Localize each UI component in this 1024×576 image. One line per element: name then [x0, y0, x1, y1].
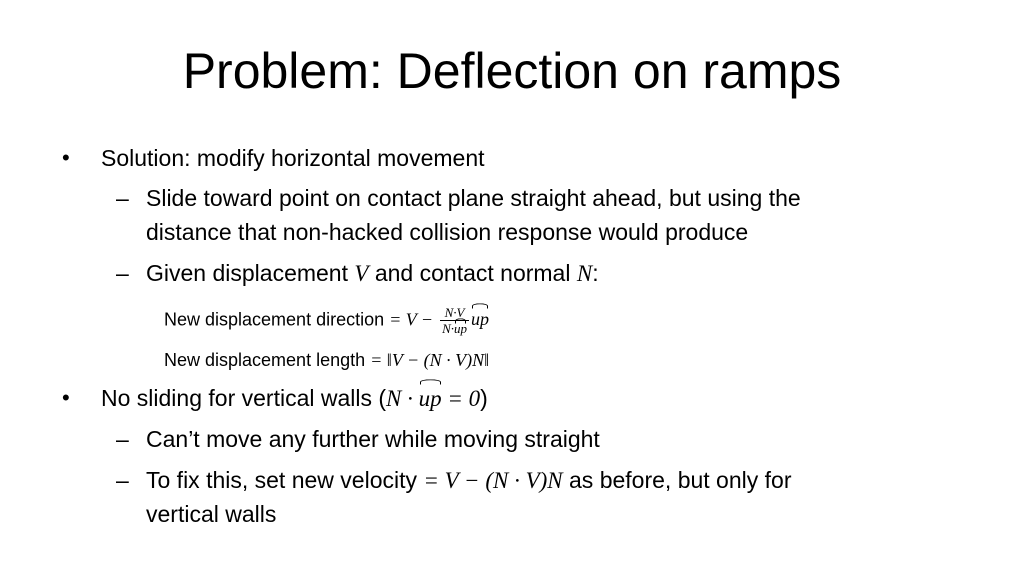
no-sliding-up: up	[419, 382, 442, 416]
slide-title: Problem: Deflection on ramps	[182, 43, 842, 99]
fix-text-b: as before, but only for	[562, 467, 792, 493]
sub-given-displacement	[146, 256, 599, 291]
dash-marker: –	[116, 185, 129, 211]
formula-direction-fraction	[440, 305, 469, 336]
bullet-marker: •	[62, 145, 70, 170]
bullet-no-sliding	[101, 381, 488, 416]
sub-slide-line1: Slide toward point on contact plane straight ahead, but using the	[146, 185, 801, 211]
sub-fix-line1	[146, 463, 791, 498]
sub-slide-line2: distance that non-hacked collision response would produce	[146, 219, 749, 245]
formula-length	[164, 347, 489, 373]
no-sliding-text-a: No sliding for vertical walls (	[101, 385, 387, 411]
bullet-solution: Solution: modify horizontal movement	[101, 145, 485, 171]
given-text-b: and contact normal	[368, 260, 577, 286]
dash-marker: –	[116, 467, 129, 493]
no-sliding-math-b: = 0	[441, 386, 481, 411]
var-v: V	[354, 261, 369, 286]
up-vector: up	[471, 306, 489, 332]
bullet-marker: •	[62, 385, 70, 410]
fraction-denominator-up: up	[454, 321, 468, 336]
fraction-denominator	[440, 321, 469, 336]
dash-marker: –	[116, 260, 129, 286]
dash-marker: –	[116, 426, 129, 452]
fix-math: = V − (N ∙ V)N	[423, 468, 563, 493]
no-sliding-text-b: )	[480, 385, 488, 411]
formula-direction-label: New displacement direction	[164, 309, 390, 330]
given-text-c: :	[592, 260, 599, 286]
formula-direction	[164, 305, 489, 336]
sub-fix-line2: vertical walls	[146, 501, 277, 527]
fraction-numerator: N∙V	[440, 305, 469, 321]
fraction-denominator-n: N∙	[442, 321, 455, 336]
no-sliding-math-a: N ∙	[386, 386, 419, 411]
sub-cant-move: Can’t move any further while moving straight	[146, 426, 600, 452]
formula-length-expr: = ‖V − (N ∙ V)N‖	[370, 350, 490, 370]
formula-direction-eq: = V −	[389, 309, 434, 330]
given-text-a: Given displacement	[146, 260, 355, 286]
fix-text-a: To fix this, set new velocity	[146, 467, 424, 493]
formula-length-label: New displacement length	[164, 350, 371, 370]
var-n: N	[576, 261, 593, 286]
